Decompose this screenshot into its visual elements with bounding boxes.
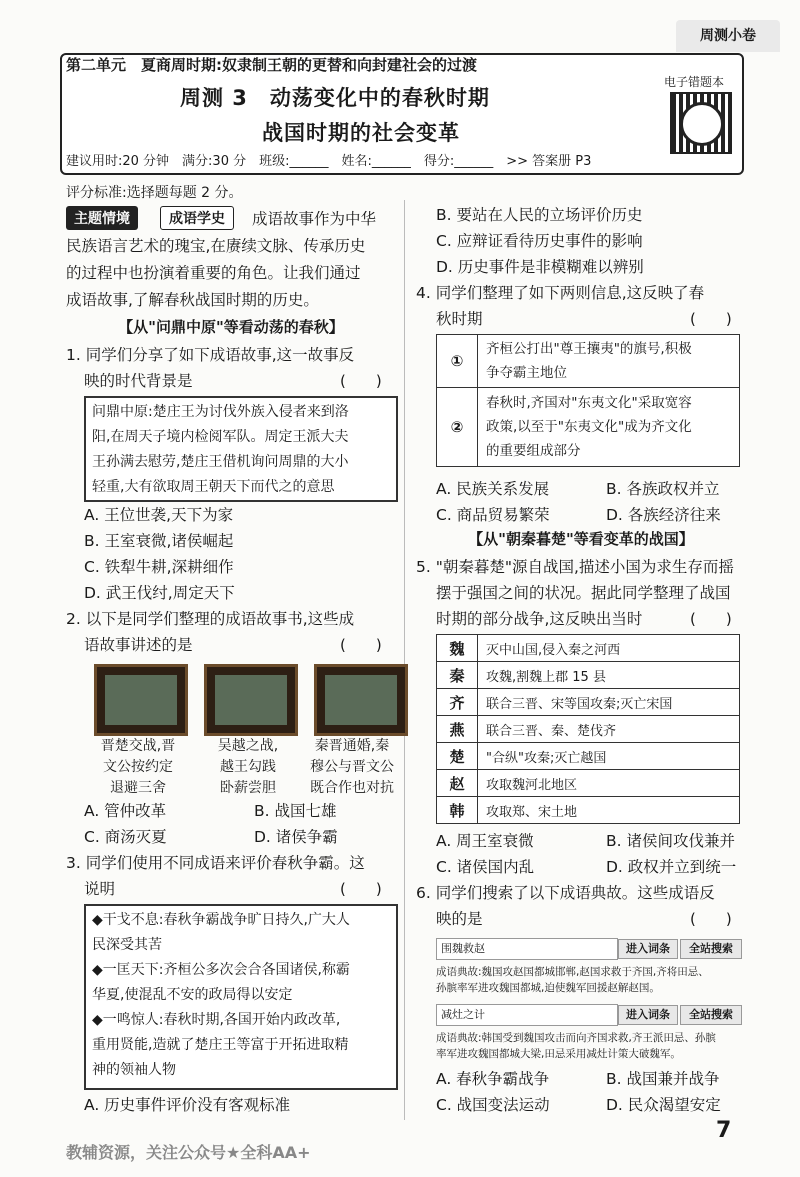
option[interactable]: B. 王室衰微,诸侯崛起 [84, 532, 234, 550]
option[interactable]: A. 管仲改革 [84, 802, 167, 820]
row-key: ② [437, 388, 478, 467]
event-cell: 攻取魏河北地区 [478, 770, 740, 797]
table-row [437, 770, 740, 797]
option[interactable]: A. 民族关系发展 [436, 480, 550, 498]
option[interactable]: B. 战国七雄 [254, 802, 337, 820]
box-line: 重用贤能,造就了楚庄王等富于开拓进取精 [92, 1037, 349, 1053]
table-row [437, 388, 740, 467]
caption-line: 吴越之战, [217, 738, 279, 754]
intro-line: 民族语言艺术的瑰宝,在赓续文脉、传承历史 [66, 237, 366, 255]
event-cell: 攻取郑、宋土地 [478, 797, 740, 824]
option[interactable]: D. 各族经济往来 [606, 506, 721, 524]
idiom-story [436, 964, 740, 996]
answer-bracket[interactable]: ( ) [340, 880, 382, 898]
cell-line: 春秋时,齐国对"东夷文化"采取宽容 [486, 395, 692, 411]
search-input[interactable]: 减灶之计 [436, 1004, 618, 1026]
option[interactable]: D. 诸侯争霸 [254, 828, 338, 846]
caption-line: 秦晋通婚,秦 [314, 738, 390, 754]
option[interactable]: C. 铁犁牛耕,深耕细作 [84, 558, 234, 576]
option[interactable]: D. 政权并立到统一 [606, 858, 737, 876]
book-cover-image [314, 664, 408, 736]
caption-line: 穆公与晋文公 [310, 759, 394, 775]
search-input[interactable]: 围魏救赵 [436, 938, 618, 960]
caption-line: 退避三舍 [110, 780, 166, 796]
caption-line: 晋楚交战,晋 [100, 738, 176, 754]
table-row [437, 662, 740, 689]
option[interactable]: C. 诸侯国内乱 [436, 858, 535, 876]
cell-line: 齐桓公打出"尊王攘夷"的旗号,积极 [486, 341, 692, 357]
story-line: 孙膑率军进攻魏国都城,迫使魏军回援赵解赵国。 [436, 982, 660, 994]
option[interactable]: C. 应辩证看待历史事件的影响 [436, 232, 643, 250]
option[interactable]: D. 历史事件是非模糊难以辨别 [436, 258, 644, 276]
quiz-subtitle: 战国时期的社会变革 [262, 121, 460, 145]
q2-stem: 语故事讲述的是 [84, 636, 193, 654]
footer-text: 教辅资源，关注公众号★全科AA+ [66, 1143, 311, 1162]
q5-war-table [436, 634, 740, 824]
enter-entry-button[interactable]: 进入词条 [618, 939, 678, 959]
answer-bracket[interactable]: ( ) [340, 636, 382, 654]
page-number: 7 [716, 1118, 732, 1143]
table-row [437, 635, 740, 662]
q3-stem: 说明 [84, 880, 116, 898]
state-cell: 秦 [437, 662, 478, 689]
q4-info-table [436, 334, 740, 467]
section-heading: 【从"朝秦暮楚"等看变革的战国】 [468, 530, 694, 548]
state-cell: 燕 [437, 716, 478, 743]
option[interactable]: B. 诸侯间攻伐兼并 [606, 832, 735, 850]
theme-tag: 主题情境 [66, 206, 138, 230]
option[interactable]: B. 要站在人民的立场评价历史 [436, 206, 643, 224]
box-line: 民深受其苦 [92, 937, 162, 953]
answer-bracket[interactable]: ( ) [340, 372, 382, 390]
cell-line: 争夺霸主地位 [486, 365, 567, 381]
table-row [437, 743, 740, 770]
q5-stem: 时期的部分战争,这反映出当时 [436, 610, 643, 628]
idiom-story [436, 1030, 740, 1062]
option[interactable]: D. 武王伐纣,周定天下 [84, 584, 235, 602]
state-cell: 赵 [437, 770, 478, 797]
q3-stem: 3. 同学们使用不同成语来评价春秋争霸。这 [66, 854, 365, 872]
box-line: 神的领袖人物 [92, 1062, 176, 1078]
option[interactable]: C. 商汤灭夏 [84, 828, 167, 846]
q1-stem: 1. 同学们分享了如下成语故事,这一故事反 [66, 346, 355, 364]
option[interactable]: A. 周王室衰微 [436, 832, 534, 850]
section-heading: 【从"问鼎中原"等看动荡的春秋】 [118, 318, 344, 336]
state-cell: 楚 [437, 743, 478, 770]
book-caption [198, 736, 298, 799]
box-line: 华夏,使混乱不安的政局得以安定 [92, 987, 293, 1003]
caption-line: 文公按约定 [103, 759, 173, 775]
box-line: ◆干戈不息:春秋争霸战争旷日持久,广大人 [92, 912, 350, 928]
row-value [478, 335, 740, 388]
unit-title: 第二单元 夏商周时期:奴隶制王朝的更替和向封建社会的过渡 [66, 56, 478, 74]
table-row [437, 335, 740, 388]
q5-stem: 5. "朝秦暮楚"源自战国,描述小国为求生存而摇 [416, 558, 734, 576]
quiz-title: 周测 3 动荡变化中的春秋时期 [180, 86, 490, 110]
q2-stem: 2. 以下是同学们整理的成语故事书,这些成 [66, 610, 355, 628]
caption-line: 既合作也对抗 [310, 780, 394, 796]
intro-line: 的过程中也扮演着重要的角色。让我们通过 [66, 264, 361, 282]
event-cell: 联合三晋、宋等国攻秦;灭亡宋国 [478, 689, 740, 716]
enter-entry-button[interactable]: 进入词条 [618, 1005, 678, 1025]
section-tag: 周测小卷 [676, 20, 780, 52]
story-line: 成语典故:魏国攻赵国都城邯郸,赵国求救于齐国,齐将田忌、 [436, 966, 709, 978]
q5-stem: 摆于强国之间的状况。据此同学整理了战国 [436, 584, 731, 602]
state-cell: 魏 [437, 635, 478, 662]
quiz-meta: 建议用时:20 分钟 满分:30 分 班级:______ 姓名:______ 得分:______ >> 答案册 P3 [66, 154, 592, 169]
story-line: 率军进攻魏国都城大梁,田忌采用减灶计策大破魏军。 [436, 1048, 681, 1060]
option[interactable]: C. 战国变法运动 [436, 1096, 550, 1114]
state-cell: 韩 [437, 797, 478, 824]
option[interactable]: B. 战国兼并战争 [606, 1070, 720, 1088]
q4-stem: 4. 同学们整理了如下两则信息,这反映了春 [416, 284, 705, 302]
q6-stem: 6. 同学们搜索了以下成语典故。这些成语反 [416, 884, 715, 902]
row-value [478, 388, 740, 467]
theme-name: 成语学史 [160, 206, 234, 230]
table-row [437, 797, 740, 824]
state-cell: 齐 [437, 689, 478, 716]
answer-bracket[interactable]: ( ) [690, 310, 732, 328]
column-divider [404, 200, 405, 1120]
qr-label: 电子错题本 [664, 75, 725, 89]
caption-line: 卧薪尝胆 [220, 780, 276, 796]
option[interactable]: C. 商品贸易繁荣 [436, 506, 550, 524]
book-cover-image [94, 664, 188, 736]
cell-line: 的重要组成部分 [486, 443, 581, 459]
box-line: 阳,在周天子境内检阅军队。周定王派大夫 [92, 429, 349, 445]
answer-bracket[interactable]: ( ) [690, 610, 732, 628]
option[interactable]: A. 历史事件评价没有客观标准 [84, 1096, 291, 1114]
row-key: ① [437, 335, 478, 388]
box-line: 轻重,大有欲取周王朝天下而代之的意思 [92, 479, 335, 495]
box-line: ◆一匡天下:齐桓公多次会合各国诸侯,称霸 [92, 962, 350, 978]
box-line: 问鼎中原:楚庄王为讨伐外族入侵者来到洛 [92, 404, 349, 420]
event-cell: 攻魏,割魏上郡 15 县 [478, 662, 740, 689]
caption-line: 越王勾践 [220, 759, 276, 775]
box-line: ◆一鸣惊人:春秋时期,各国开始内政改革, [92, 1012, 341, 1028]
q4-stem: 秋时期 [436, 310, 483, 328]
site-search-button[interactable]: 全站搜索 [680, 1005, 742, 1025]
q1-stem: 映的时代背景是 [84, 372, 193, 390]
option[interactable]: B. 各族政权并立 [606, 480, 720, 498]
cell-line: 政策,以至于"东夷文化"成为齐文化 [486, 419, 692, 435]
site-search-button[interactable]: 全站搜索 [680, 939, 742, 959]
table-row [437, 689, 740, 716]
book-cover-image [204, 664, 298, 736]
q3-evaluation-box [84, 904, 398, 1090]
event-cell: 灭中山国,侵入秦之河西 [478, 635, 740, 662]
option[interactable]: A. 王位世袭,天下为家 [84, 506, 234, 524]
book-caption [300, 736, 404, 799]
book-caption [88, 736, 188, 799]
event-cell: 联合三晋、秦、楚伐齐 [478, 716, 740, 743]
checkmark-icon [680, 102, 724, 146]
option[interactable]: A. 春秋争霸战争 [436, 1070, 550, 1088]
scoring-note: 评分标准:选择题每题 2 分。 [66, 185, 243, 201]
table-row [437, 716, 740, 743]
box-line: 王孙满去慰劳,楚庄王借机询问周鼎的大小 [92, 454, 349, 470]
q1-story-box [84, 396, 398, 502]
option[interactable]: D. 民众渴望安定 [606, 1096, 721, 1114]
intro-line: 成语故事,了解春秋战国时期的历史。 [66, 291, 319, 309]
answer-bracket[interactable]: ( ) [690, 910, 732, 928]
q6-stem: 映的是 [436, 910, 483, 928]
intro-line: 成语故事作为中华 [252, 210, 377, 228]
story-line: 成语典故:韩国受到魏国攻击而向齐国求救,齐王派田忌、孙膑 [436, 1032, 716, 1044]
event-cell: "合纵"攻秦;灭亡越国 [478, 743, 740, 770]
